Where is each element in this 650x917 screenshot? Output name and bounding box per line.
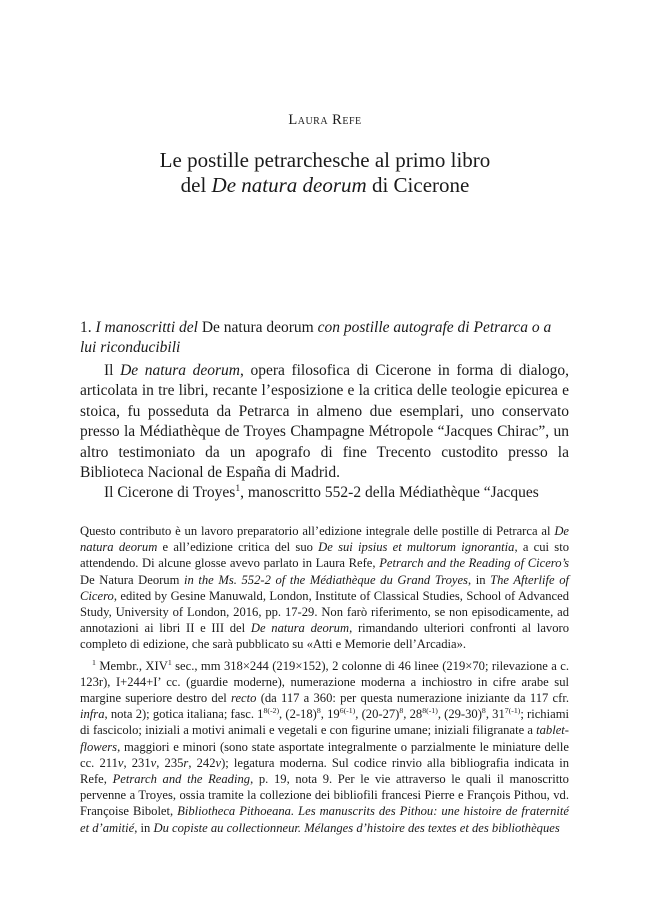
italic-run: De natura deorum	[80, 524, 569, 555]
italic-run: Petrarch and the Reading of Cicero’s	[379, 556, 569, 571]
text-run: , 28	[403, 707, 423, 722]
text-run: , in	[467, 572, 491, 587]
text-run: , maggiori e minori (sono state asportate integralmente o parzialmente le miniature delle cc. 211	[80, 739, 569, 770]
quire-superscript: 6(-1)	[339, 706, 356, 716]
text-run: , edited by Gesine Manuwald, London, Institute of Classical Studies, School of Advanced Study, University of London, 2016, pp. 17-29. Non farò riferimento, se non episodicamente, ad annotazioni ai libri II e III del	[80, 588, 569, 636]
italic-run: tablet-flowers	[80, 723, 569, 754]
text-run: , manoscritto 552-2 della Médiathèque “Jacques	[240, 484, 539, 502]
footnote-1	[80, 658, 569, 836]
text-run: ); legatura moderna. Sul codice rinvio alla bibliografia indicata in Refe,	[80, 755, 570, 787]
title-italic-work: De natura deorum	[211, 173, 367, 197]
text-run: , in	[134, 820, 154, 835]
footnotes	[80, 523, 569, 836]
chapter-title-line-1: Le postille petrarchesche al primo libro	[159, 148, 491, 172]
text-run: e all’edizione critica del suo	[157, 540, 319, 555]
italic-run: Bibliotheca Pithoeana. Les manuscrits des Pithou: une histoire de fraternité et d’amitié	[80, 804, 569, 835]
footnote-number: 1	[92, 657, 96, 667]
italic-run: v	[150, 755, 157, 770]
paragraph-1	[80, 361, 569, 483]
italic-run: Petrarch and the Reading	[112, 772, 251, 787]
italic-run: The Afterlife of Cicero	[80, 572, 570, 603]
italic-run: De sui ipsius et multorum ignorantia	[318, 540, 515, 555]
superscript: 1	[167, 657, 172, 667]
section-number: 1.	[80, 319, 96, 336]
quire-superscript: 8(-1)	[422, 706, 438, 716]
title-text: del	[180, 173, 212, 197]
text-run: Membr., XIV	[99, 658, 168, 673]
italic-run: De natura deorum	[250, 621, 350, 636]
italic-run: v	[117, 755, 124, 770]
text-run: Il	[104, 362, 121, 379]
section-heading-roman: De natura deorum	[197, 319, 318, 336]
text-run: , a cui sto attendendo. Di alcune glosse avevo parlato in Laura Refe,	[80, 540, 569, 571]
italic-run: v	[215, 755, 222, 770]
chapter-title	[0, 148, 650, 198]
author-name: Laura Refe	[288, 112, 362, 128]
italic-run: r	[183, 755, 189, 770]
footnote-unnumbered	[80, 523, 569, 653]
text-run: ; richiami di fascicolo; iniziali a motivi animali e vegetali e con figurine umane; iniziali filigranate a	[80, 707, 569, 738]
quire-superscript: 7(-1)	[504, 706, 521, 716]
text-run: , opera filosofica di Cicerone in forma di dialogo, articolata in tre libri, recante l’esposizione e la critica delle teologie epicurea e stoica, fu posseduta da Petrarca in almeno due esemplari, uno conservato presso la Médiathèque de Troyes Champagne Métropole “Jacques Chirac”, un altro testimoniato da un apografo di fine Trecento custodito presso la Biblioteca Nacional de España di Madrid.	[80, 362, 569, 482]
text-run: , 235	[156, 755, 184, 770]
italic-run: Du copiste au collectionneur. Mélanges d’histoire des textes et des bibliothèques	[153, 820, 560, 835]
title-text: di Cicerone	[366, 173, 470, 197]
text-run: , 19	[320, 707, 340, 722]
text-run: , (2-18)	[279, 707, 317, 722]
text-run: sec., mm 318×244 (219×152), 2 colonne di 46 linee (219×70; rilevazione a c. 123r), I+244+I’ cc. (guardie moderne), numerazione moderna a inchiostro in cifre arabe sul margine superiore destro del	[80, 658, 569, 706]
text-run: , 231	[123, 755, 151, 770]
section-heading-italic: con postille autografe di Petrarca o a lui riconducibili	[80, 319, 552, 356]
text-run: , nota 2); gotica italiana; fasc. 1	[104, 707, 264, 722]
text-run: , (29-30)	[437, 707, 482, 722]
text-run: , 31	[485, 707, 505, 722]
text-run: , rimandando ulteriori confronti al lavoro completo di edizione, che sarà pubblicato su «Atti e Memorie dell’Arcadia».	[80, 621, 569, 652]
section-heading	[80, 318, 568, 358]
text-run: , p. 19, nota 9. Per le vie attraverso le quali il manoscritto pervenne a Troyes, ossia tramite la collezione dei bibliofili francesi Pierre e François Pithou, vd. Françoise Bibolet,	[80, 772, 569, 819]
text-run: , 242	[188, 755, 216, 770]
text-run: De Natura Deorum	[80, 572, 184, 587]
text-run: , (20-27)	[355, 707, 400, 722]
footnote-reference[interactable]: 1	[235, 483, 241, 495]
quire-superscript: 8	[316, 706, 321, 716]
paragraph-2	[80, 483, 569, 503]
text-run: (da 117 a 360: per questa numerazione iniziante da 117 cfr.	[256, 691, 569, 706]
section-heading-italic: I manoscritti del	[95, 319, 198, 336]
text-run: Il Cicerone di Troyes	[104, 484, 236, 502]
quire-superscript: 8	[399, 706, 404, 716]
body-text	[80, 361, 569, 504]
italic-run: recto	[231, 691, 257, 706]
italic-run: De natura deorum	[120, 362, 240, 379]
text-run: Questo contributo è un lavoro preparatorio all’edizione integrale delle postille di Petrarca al	[80, 524, 555, 538]
chapter-title-line-2	[0, 173, 650, 198]
italic-run: infra	[80, 707, 105, 722]
quire-superscript: 8	[481, 706, 486, 716]
quire-superscript: 8(-2)	[263, 706, 280, 716]
italic-run: in the Ms. 552-2 of the Médiathèque du Grand Troyes	[184, 572, 468, 587]
